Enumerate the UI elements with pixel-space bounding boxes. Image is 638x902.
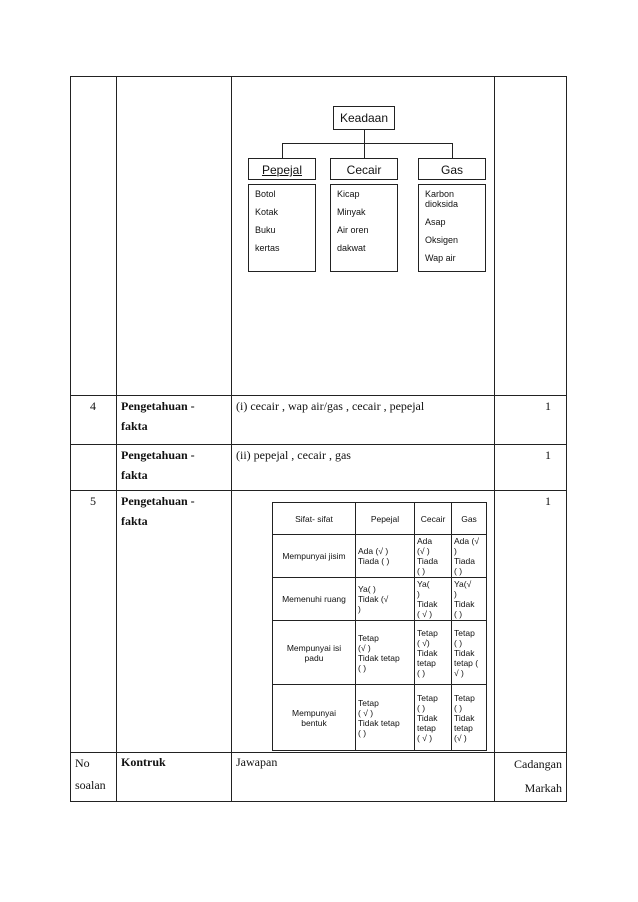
connector-pepejal xyxy=(282,143,283,158)
table-cell: Ada (√ ) Tiada ( ) xyxy=(452,535,487,578)
table-cell: Tetap ( ) Tidak tetap (√ ) xyxy=(452,685,487,751)
table-cell: Mempunyai jisim xyxy=(273,535,356,578)
header-kontruk: Kontruk xyxy=(121,755,166,769)
table-top-border xyxy=(70,76,567,77)
table-cell: Tetap ( √ ) Tidak tetap ( ) xyxy=(356,685,415,751)
connector-cecair xyxy=(364,143,365,158)
row4b-markah: 1 xyxy=(545,448,551,462)
diagram-list-gas xyxy=(418,184,486,272)
table-cell: Mempunyai isi padu xyxy=(273,621,356,685)
connector-gas xyxy=(452,143,453,158)
table-cell: Mempunyai bentuk xyxy=(273,685,356,751)
list-item: Wap air xyxy=(425,253,456,263)
table-cell: Ya( ) Tidak (√ ) xyxy=(356,578,415,621)
diagram-title-gas: Gas xyxy=(440,163,463,177)
col-line-2 xyxy=(231,76,232,802)
table-header: Cecair xyxy=(415,503,452,535)
list-item: kertas xyxy=(255,243,280,253)
table-bottom-border xyxy=(70,801,567,802)
diagram-list-pepejal xyxy=(248,184,316,272)
table-cell: Ya(√ ) Tidak ( ) xyxy=(452,578,487,621)
row5-no: 5 xyxy=(90,494,96,508)
list-item: Asap xyxy=(425,217,446,227)
table-header: Gas xyxy=(452,503,487,535)
diagram-root-box xyxy=(333,106,395,130)
table-header: Sifat- sifat xyxy=(273,503,356,535)
table-cell: Ada (√ ) Tiada ( ) xyxy=(356,535,415,578)
list-item: Kotak xyxy=(255,207,279,217)
header-no-soalan: No soalan xyxy=(75,756,106,792)
diagram-box-gas xyxy=(418,158,486,180)
row4b-kontruk: Pengetahuan - fakta xyxy=(121,448,195,482)
col-line-1 xyxy=(116,76,117,802)
header-jawapan: Jawapan xyxy=(236,755,278,769)
diagram-title-cecair: Cecair xyxy=(346,163,382,177)
list-item: Kicap xyxy=(337,189,360,199)
table-cell: Tetap (√ ) Tidak tetap ( ) xyxy=(356,621,415,685)
row4-no: 4 xyxy=(90,399,96,413)
list-item: Karbon dioksida xyxy=(425,189,459,209)
table-cell: Ada (√ ) Tiada ( ) xyxy=(415,535,452,578)
header-cadangan-markah: Cadangan Markah xyxy=(514,757,562,795)
table-header: Pepejal xyxy=(356,503,415,535)
table-cell: Tetap ( ) Tidak tetap ( √ ) xyxy=(452,621,487,685)
list-item: Oksigen xyxy=(425,235,459,245)
row4-jawapan: (i) cecair , wap air/gas , cecair , pepejal xyxy=(236,399,425,413)
table-cell: Tetap ( √) Tidak tetap ( ) xyxy=(415,621,452,685)
row4b-jawapan: (ii) pepejal , cecair , gas xyxy=(236,448,351,462)
list-item: Botol xyxy=(255,189,276,199)
list-item: dakwat xyxy=(337,243,366,253)
properties-table xyxy=(272,502,487,751)
diagram-box-cecair xyxy=(330,158,398,180)
col-line-3 xyxy=(494,76,495,802)
col-line-0 xyxy=(70,76,71,802)
table-cell: Memenuhi ruang xyxy=(273,578,356,621)
table-cell: Tetap ( ) Tidak tetap ( √ ) xyxy=(415,685,452,751)
diagram-title-pepejal: Pepejal xyxy=(261,163,303,177)
list-item: Air oren xyxy=(337,225,369,235)
col-line-4 xyxy=(566,76,567,802)
connector-horizontal xyxy=(282,143,452,144)
row4-markah: 1 xyxy=(545,399,551,413)
diagram-box-pepejal xyxy=(248,158,316,180)
table-cell: Ya( ) Tidak ( √ ) xyxy=(415,578,452,621)
row5-kontruk: Pengetahuan - fakta xyxy=(121,494,195,528)
row4-kontruk: Pengetahuan - fakta xyxy=(121,399,195,433)
row5-markah: 1 xyxy=(545,494,551,508)
list-item: Buku xyxy=(255,225,276,235)
diagram-root-label: Keadaan xyxy=(339,111,389,125)
list-item: Minyak xyxy=(337,207,366,217)
diagram-list-cecair xyxy=(330,184,398,272)
connector-root xyxy=(364,130,365,143)
